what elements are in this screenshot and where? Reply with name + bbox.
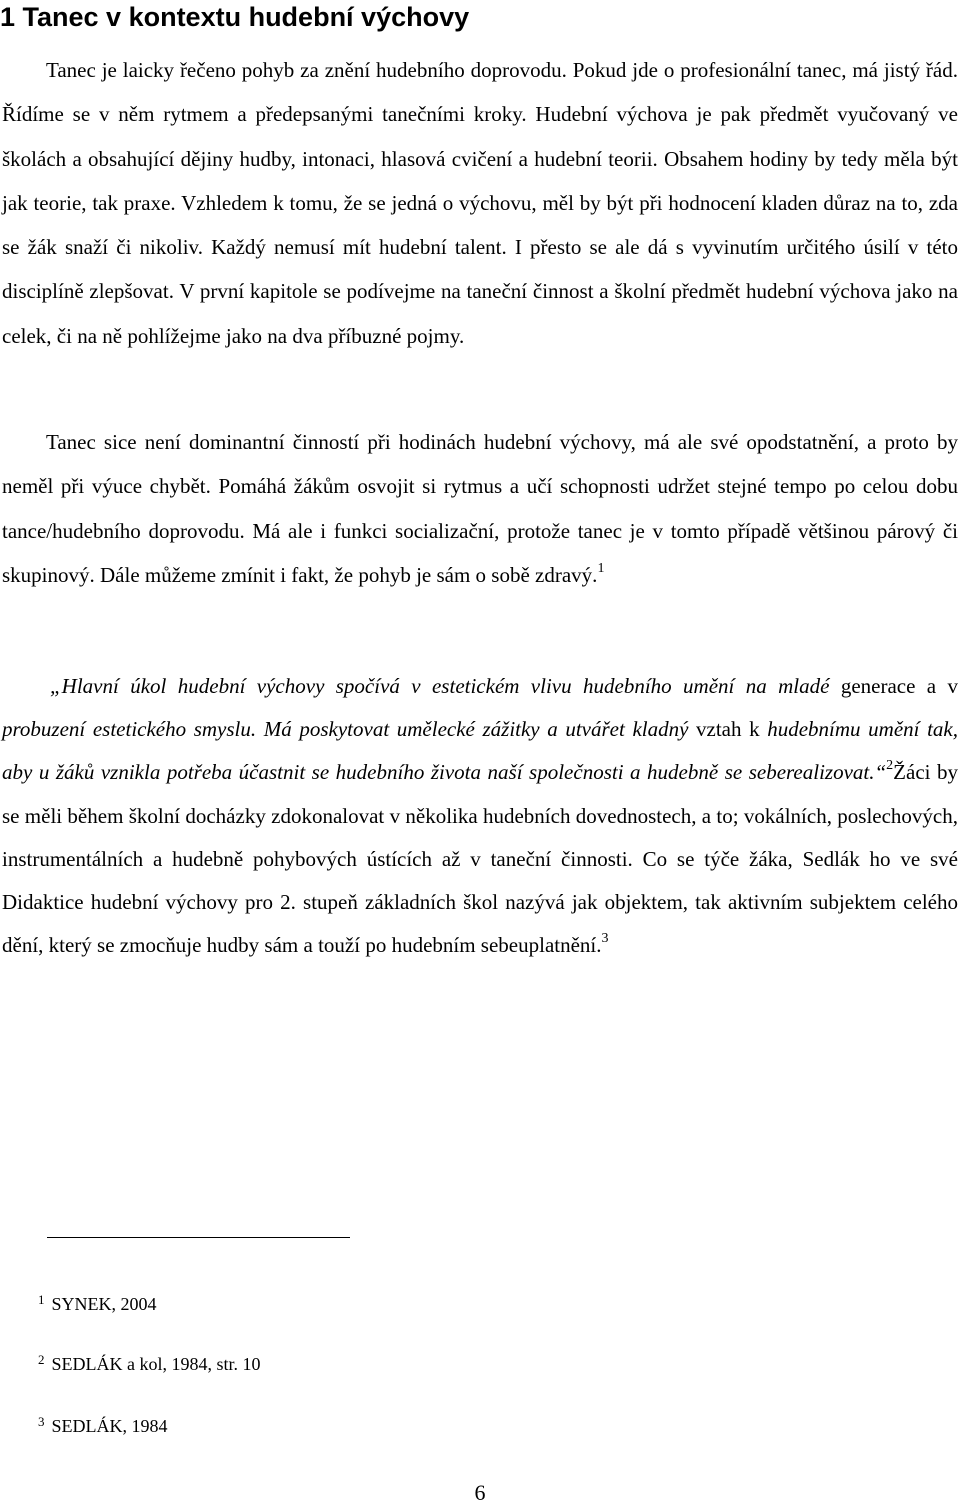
footnote — [38, 1410, 168, 1438]
footnote-number: 2 — [38, 1352, 45, 1367]
footnote-number: 3 — [38, 1414, 45, 1429]
paragraph-text: Tanec sice není dominantní činností při hodinách hudební výchovy, má ale své opodstatnění, a proto by neměl při výuce chybět. Pomáhá žákům osvojit si rytmus a učí schopnosti udržet stejné tempo po celou dobu tance/hudebního doprovodu. Má ale i funkci socializační, protože tanec je v tomto případě většinou párový či skupinový. Dále můžeme zmínit i fakt, že pohyb je sám o sobě zdravý. — [2, 430, 958, 587]
quotation-text: probuzení estetického smyslu. Má poskytovat umělecké zážitky a utvářet kladný — [2, 717, 689, 742]
paragraph-quote — [2, 665, 958, 967]
footnote-reference: 1 — [597, 560, 605, 576]
quotation-text: „Hlavní úkol hudební výchovy spočívá v estetickém vlivu hudebního umění na mladé — [50, 674, 830, 698]
footnote-number: 1 — [38, 1292, 45, 1307]
footnote-text: SYNEK, 2004 — [51, 1294, 157, 1314]
footnote-reference: 3 — [601, 931, 609, 947]
paragraph-dance-role — [2, 420, 958, 597]
footnote — [38, 1288, 157, 1316]
footnote-reference: 2 — [886, 758, 894, 774]
footnote-separator — [47, 1237, 350, 1238]
page-number: 6 — [474, 1480, 486, 1505]
quotation-text: hudebnímu umění tak, aby u žáků vznikla potřeba účastnit se hudebního života naší společnosti a hudebně se seberealizovat. — [2, 717, 958, 785]
footnote — [38, 1348, 261, 1376]
paragraph-text: Žáci by se měli během školní docházky zdokonalovat v několika hudebních dovednostech, a to; vokálních, poslechových, instrumentálních a hudebně pohybových ústících až v taneční činnosti. Co se týče žáka, Sedlák ho ve své Didaktice hudební výchovy pro 2. stupeň základních škol nazývá jak objektem, tak aktivním subjektem celého dění, který se zmocňuje hudby sám a touží po hudebním sebeuplatnění. — [2, 760, 958, 958]
footnote-text: SEDLÁK a kol, 1984, str. 10 — [51, 1354, 261, 1374]
paragraph-text: generace a v — [829, 674, 958, 698]
paragraph-text: vztah k — [688, 717, 768, 742]
paragraph-intro: Tanec je laicky řečeno pohyb za znění hudebního doprovodu. Pokud jde o profesionální tanec, má jistý řád. Řídíme se v něm rytmem a předepsanými tanečními kroky. Hudební výchova je pak předmět vyučovaný ve školách a obsahující dějiny hudby, intonaci, hlasová cvičení a hudební teorii. Obsahem hodiny by tedy měla být jak teorie, tak praxe. Vzhledem k tomu, že se jedná o výchovu, měl by být při hodnocení kladen důraz na to, zda se žák snaží či nikoliv. Každý nemusí mít hudební talent. I přesto se ale dá s vyvinutím určitého úsilí v této disciplíně zlepšovat. V první kapitole se podívejme na taneční činnost a školní předmět hudební výchova jako na celek, či na ně pohlížejme jako na dva příbuzné pojmy. — [2, 58, 958, 348]
footnote-text: SEDLÁK, 1984 — [51, 1416, 168, 1436]
chapter-heading: 1 Tanec v kontextu hudební výchovy — [0, 2, 470, 32]
quotation-close: “ — [874, 760, 887, 785]
